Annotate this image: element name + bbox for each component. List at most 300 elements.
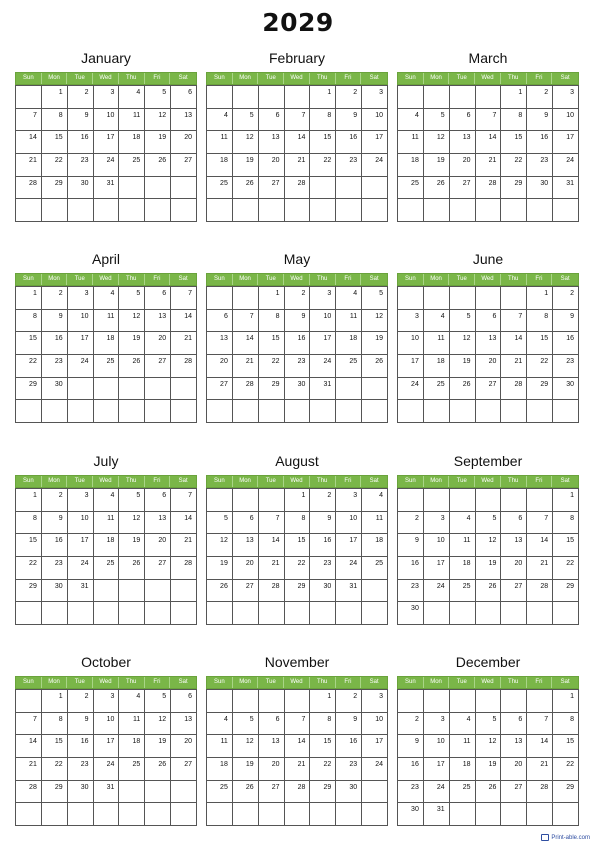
day-cell: 28 [285,177,311,200]
day-cell [527,803,553,826]
day-cell: 14 [171,310,197,333]
weekday-label: Sun [16,274,42,285]
day-cell: 17 [68,534,94,557]
day-cell [336,602,362,625]
day-cell [310,602,336,625]
day-cell: 18 [424,355,450,378]
day-cell: 1 [259,287,285,310]
day-cell: 14 [527,534,553,557]
weekday-label: Mon [424,73,450,84]
day-cell [207,803,233,826]
weekday-header [15,676,197,689]
day-cell: 13 [207,332,233,355]
day-cell [424,287,450,310]
day-cell: 20 [145,534,171,557]
day-cell: 31 [336,580,362,603]
day-cell [94,803,120,826]
day-cell: 6 [233,512,259,535]
weekday-header [397,676,579,689]
weekday-label: Thu [310,73,336,84]
day-cell: 24 [362,758,388,781]
weekday-label: Tue [258,274,284,285]
day-cell: 28 [527,580,553,603]
day-cell [171,803,197,826]
day-cell: 4 [450,713,476,736]
day-cell [476,803,502,826]
day-cell [233,602,259,625]
day-cell: 17 [362,131,388,154]
day-cell: 5 [145,86,171,109]
month-june [397,249,579,423]
month-name: April [91,251,120,267]
day-cell: 14 [259,534,285,557]
day-cell: 4 [94,287,120,310]
day-cell [450,199,476,222]
day-cell: 21 [16,758,42,781]
day-cell: 8 [527,310,553,333]
weekday-label: Wed [284,677,310,688]
day-cell: 25 [94,355,120,378]
day-cell: 8 [553,512,579,535]
day-cell: 20 [450,154,476,177]
day-cell [233,803,259,826]
weekday-header [397,72,579,85]
month-name: August [275,453,319,469]
day-cell: 13 [501,735,527,758]
day-cell: 15 [553,735,579,758]
day-cell [145,781,171,804]
day-cell [450,287,476,310]
day-cell: 26 [145,758,171,781]
day-cell: 19 [424,154,450,177]
day-cell: 29 [16,580,42,603]
day-cell [476,690,502,713]
day-cell: 9 [285,310,311,333]
day-cell: 26 [145,154,171,177]
day-grid [397,286,579,423]
day-cell [16,199,42,222]
weekday-label: Mon [233,73,259,84]
day-cell: 10 [336,512,362,535]
day-cell [285,86,311,109]
day-cell: 5 [119,287,145,310]
day-cell: 6 [171,86,197,109]
day-cell: 9 [527,109,553,132]
weekday-label: Sun [16,476,42,487]
day-cell [362,803,388,826]
day-cell: 1 [42,86,68,109]
day-cell: 9 [42,310,68,333]
day-cell: 1 [42,690,68,713]
day-cell: 10 [362,109,388,132]
day-cell: 3 [68,489,94,512]
day-cell [16,690,42,713]
weekday-label: Thu [119,73,145,84]
day-cell [553,803,579,826]
day-cell [398,199,424,222]
month-name: December [455,654,521,670]
footer-logo-text: Print-able.com [551,834,590,841]
day-cell: 9 [553,310,579,333]
day-cell: 20 [501,557,527,580]
day-cell: 2 [527,86,553,109]
weekday-label: Wed [93,677,119,688]
day-cell: 28 [285,781,311,804]
day-cell: 8 [16,512,42,535]
day-cell: 29 [553,781,579,804]
day-cell: 15 [310,131,336,154]
day-cell [527,489,553,512]
day-cell: 26 [119,355,145,378]
day-cell: 27 [450,177,476,200]
day-cell [94,400,120,423]
weekday-label: Tue [449,476,475,487]
weekday-label: Sun [398,274,424,285]
weekday-label: Mon [233,476,259,487]
weekday-label: Sat [178,75,188,81]
day-cell: 6 [476,310,502,333]
day-cell [16,86,42,109]
day-cell [16,602,42,625]
month-november [206,652,388,826]
weekday-label: Fri [336,73,362,84]
day-cell [233,199,259,222]
day-cell: 10 [94,713,120,736]
day-cell: 29 [527,378,553,401]
day-cell: 15 [42,131,68,154]
day-cell: 22 [259,355,285,378]
day-cell: 27 [171,154,197,177]
day-cell: 12 [424,131,450,154]
day-cell: 25 [119,758,145,781]
day-cell: 15 [259,332,285,355]
day-cell: 23 [553,355,579,378]
day-cell: 8 [501,109,527,132]
weekday-label: Sat [178,276,188,282]
weekday-label: Thu [501,73,527,84]
month-september [397,451,579,625]
month-name: February [268,50,326,66]
day-cell: 27 [259,781,285,804]
day-cell: 19 [207,557,233,580]
day-cell [476,86,502,109]
day-cell: 2 [42,287,68,310]
weekday-header [206,475,388,488]
day-cell: 2 [68,690,94,713]
day-cell: 7 [233,310,259,333]
day-cell: 24 [424,580,450,603]
day-cell [310,803,336,826]
day-cell: 22 [501,154,527,177]
day-cell: 23 [527,154,553,177]
day-cell [171,177,197,200]
day-cell [233,287,259,310]
day-cell [119,177,145,200]
day-cell: 13 [450,131,476,154]
day-cell [424,602,450,625]
day-cell: 1 [16,287,42,310]
day-cell: 5 [450,310,476,333]
day-cell [398,489,424,512]
year-title: 2029 [262,8,334,37]
day-cell [233,690,259,713]
day-cell: 10 [553,109,579,132]
day-cell: 16 [398,758,424,781]
day-cell: 3 [68,287,94,310]
weekday-label: Sat [560,75,570,81]
weekday-label: Wed [93,274,119,285]
day-cell [145,602,171,625]
day-cell: 20 [233,557,259,580]
day-cell: 17 [553,131,579,154]
day-cell [424,489,450,512]
day-cell: 28 [501,378,527,401]
day-cell: 11 [119,713,145,736]
month-january [15,48,197,222]
day-cell: 21 [233,355,259,378]
day-cell: 20 [171,735,197,758]
day-cell: 9 [336,109,362,132]
weekday-label: Thu [501,677,527,688]
day-cell: 30 [398,602,424,625]
day-cell: 25 [207,177,233,200]
day-cell [145,378,171,401]
day-cell: 11 [362,512,388,535]
day-cell [94,602,120,625]
day-cell [450,86,476,109]
day-cell: 7 [527,512,553,535]
day-cell: 23 [398,781,424,804]
weekday-label: Tue [449,274,475,285]
day-cell [527,199,553,222]
day-cell: 3 [553,86,579,109]
day-cell: 6 [171,690,197,713]
day-cell: 19 [233,758,259,781]
day-cell: 26 [119,557,145,580]
day-cell: 22 [285,557,311,580]
day-cell: 12 [476,735,502,758]
day-cell: 24 [68,557,94,580]
weekday-label: Mon [233,677,259,688]
day-cell: 11 [207,131,233,154]
day-cell [476,199,502,222]
day-cell: 19 [476,557,502,580]
weekday-label: Thu [310,476,336,487]
weekday-label: Wed [475,274,501,285]
printer-icon [541,834,549,841]
day-cell [171,781,197,804]
weekday-label: Wed [93,476,119,487]
day-cell: 18 [450,758,476,781]
day-cell: 2 [336,86,362,109]
day-cell [94,378,120,401]
day-cell: 24 [362,154,388,177]
day-cell: 22 [16,557,42,580]
day-cell: 24 [553,154,579,177]
day-cell [68,803,94,826]
day-cell: 9 [68,713,94,736]
day-cell [119,781,145,804]
day-cell: 12 [119,512,145,535]
day-cell [398,86,424,109]
month-name: October [81,654,131,670]
day-cell: 1 [501,86,527,109]
day-cell [501,690,527,713]
weekday-label: Sat [178,478,188,484]
day-cell: 7 [527,713,553,736]
day-cell: 26 [207,580,233,603]
day-cell: 21 [285,154,311,177]
weekday-label: Sun [16,677,42,688]
day-cell: 30 [336,781,362,804]
day-cell [145,580,171,603]
day-cell: 27 [259,177,285,200]
day-cell: 23 [336,154,362,177]
day-cell: 22 [16,355,42,378]
weekday-label: Fri [527,476,553,487]
day-cell: 14 [16,131,42,154]
weekday-label: Fri [527,677,553,688]
day-cell [145,400,171,423]
day-cell: 21 [259,557,285,580]
day-cell: 27 [171,758,197,781]
day-cell [42,400,68,423]
day-cell [119,803,145,826]
day-cell [336,199,362,222]
day-cell: 24 [424,781,450,804]
day-cell [336,803,362,826]
month-name: January [81,50,131,66]
day-cell [424,199,450,222]
day-cell: 3 [94,86,120,109]
day-cell: 18 [450,557,476,580]
day-cell: 25 [450,580,476,603]
day-cell: 26 [233,177,259,200]
day-cell [259,489,285,512]
weekday-label: Fri [145,677,171,688]
day-cell [207,690,233,713]
day-cell: 30 [398,803,424,826]
day-cell: 1 [285,489,311,512]
day-cell: 28 [16,781,42,804]
day-cell: 5 [476,713,502,736]
day-cell: 10 [362,713,388,736]
day-cell: 23 [42,355,68,378]
day-cell [119,602,145,625]
day-cell: 27 [501,580,527,603]
day-cell: 16 [336,131,362,154]
day-cell [145,803,171,826]
day-cell [336,177,362,200]
day-cell: 25 [450,781,476,804]
weekday-label: Sun [398,476,424,487]
day-cell: 21 [476,154,502,177]
day-cell: 29 [310,781,336,804]
day-cell: 26 [362,355,388,378]
day-cell [553,602,579,625]
day-cell: 14 [233,332,259,355]
month-march [397,48,579,222]
day-cell: 19 [119,332,145,355]
day-cell: 12 [119,310,145,333]
day-cell [450,690,476,713]
day-cell [119,199,145,222]
month-october [15,652,197,826]
day-cell: 20 [145,332,171,355]
day-cell: 15 [310,735,336,758]
weekday-label: Fri [527,274,553,285]
month-may [206,249,388,423]
day-cell: 8 [259,310,285,333]
day-cell: 18 [362,534,388,557]
month-july [15,451,197,625]
day-grid [206,488,388,625]
day-cell: 21 [527,557,553,580]
day-cell: 20 [476,355,502,378]
day-cell: 2 [553,287,579,310]
day-cell: 6 [501,512,527,535]
day-cell: 3 [336,489,362,512]
day-cell: 15 [16,332,42,355]
day-cell: 4 [119,690,145,713]
day-cell: 28 [16,177,42,200]
day-cell: 12 [207,534,233,557]
day-cell: 7 [171,489,197,512]
weekday-label: Wed [284,476,310,487]
day-cell: 7 [16,713,42,736]
day-cell [259,86,285,109]
day-cell: 30 [68,177,94,200]
day-cell: 31 [94,781,120,804]
day-cell [68,602,94,625]
day-cell: 29 [501,177,527,200]
day-cell: 13 [233,534,259,557]
day-cell: 4 [336,287,362,310]
weekday-label: Wed [475,73,501,84]
day-cell: 11 [119,109,145,132]
day-cell: 23 [398,580,424,603]
weekday-label: Wed [475,677,501,688]
day-cell: 19 [145,131,171,154]
day-cell [259,400,285,423]
day-cell: 22 [42,154,68,177]
day-cell [553,199,579,222]
day-cell: 14 [171,512,197,535]
day-cell [42,803,68,826]
day-cell: 30 [42,580,68,603]
weekday-label: Fri [336,476,362,487]
weekday-label: Fri [527,73,553,84]
day-grid [206,689,388,826]
day-cell: 8 [553,713,579,736]
day-grid [15,689,197,826]
day-cell [207,287,233,310]
day-cell: 16 [42,534,68,557]
day-cell: 5 [233,109,259,132]
day-cell: 29 [553,580,579,603]
weekday-label: Wed [475,476,501,487]
weekday-label: Tue [67,476,93,487]
weekday-label: Mon [42,476,68,487]
day-cell: 24 [68,355,94,378]
weekday-label: Mon [42,73,68,84]
day-cell: 14 [476,131,502,154]
day-cell: 12 [145,713,171,736]
day-cell [553,400,579,423]
day-grid [15,488,197,625]
day-cell: 21 [285,758,311,781]
day-cell: 11 [450,534,476,557]
